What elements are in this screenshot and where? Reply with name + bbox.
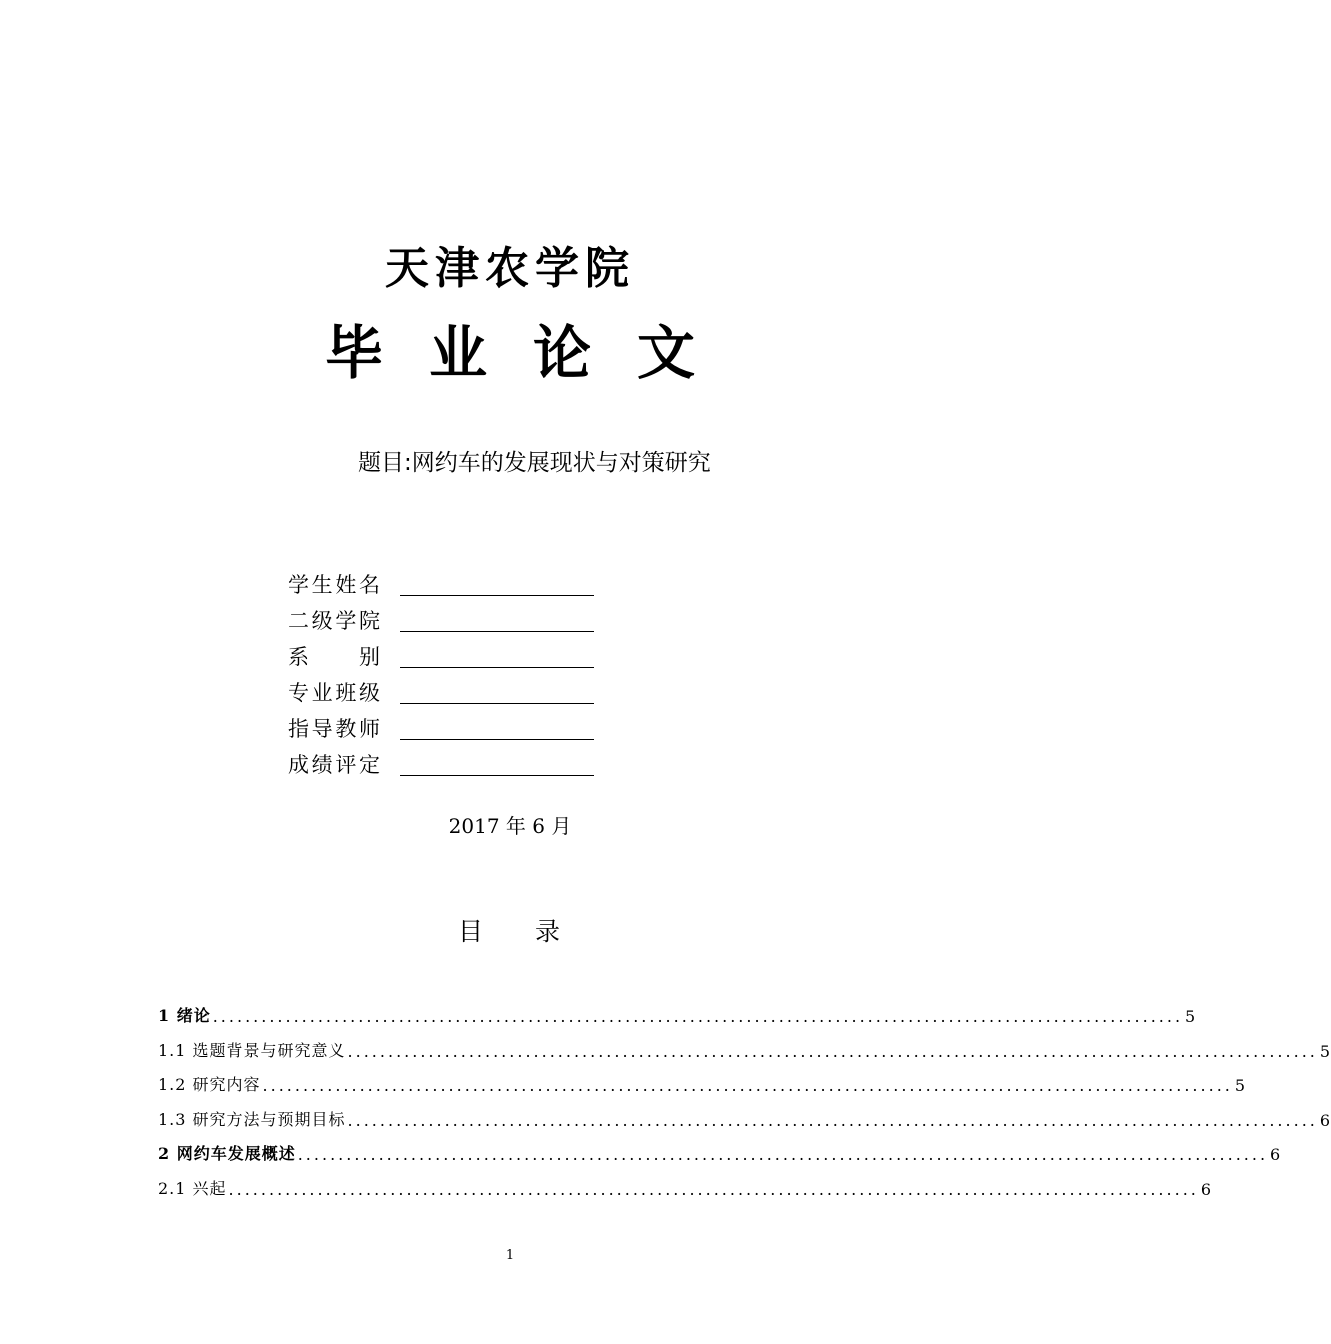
thesis-char: 文 — [637, 319, 696, 387]
field-blank-line[interactable] — [400, 573, 594, 596]
thesis-char: 论 — [533, 319, 592, 387]
cover-fields — [288, 566, 594, 782]
field-label: 学生姓名 — [288, 573, 380, 597]
field-label: 指导教师 — [288, 717, 380, 741]
cover-date: 2017 年 6 月 — [448, 814, 572, 838]
toc-entry[interactable] — [158, 1169, 1213, 1199]
thesis-char: 业 — [428, 319, 487, 387]
school-name: 天津农学院 — [385, 243, 635, 294]
toc-title-char: 目 — [458, 917, 484, 946]
field-blank-line[interactable] — [400, 753, 594, 776]
toc-leader-dots: ........................................................................................................................ — [228, 1180, 1199, 1199]
toc-entry-label: 1 绪论 — [158, 1006, 211, 1025]
field-row — [288, 674, 594, 710]
toc-entry-page: 6 — [1200, 1180, 1213, 1199]
toc-entry[interactable] — [158, 1134, 1282, 1164]
field-label: 系别 — [288, 645, 380, 669]
toc-title — [458, 912, 560, 948]
toc-leader-dots: ........................................................................................................................ — [347, 1042, 1318, 1061]
field-label: 成绩评定 — [288, 753, 380, 777]
toc-entry-label: 1.2 研究内容 — [158, 1075, 261, 1094]
field-row — [288, 746, 594, 782]
toc-entry[interactable] — [158, 1065, 1247, 1095]
toc-entry-page: 5 — [1319, 1042, 1331, 1061]
toc-entry[interactable] — [158, 996, 1197, 1026]
field-blank-line[interactable] — [400, 681, 594, 704]
field-row — [288, 710, 594, 746]
toc-entry-page: 6 — [1319, 1111, 1331, 1130]
toc-leader-dots: ........................................................................................................................ — [347, 1111, 1318, 1130]
field-blank-line[interactable] — [400, 645, 594, 668]
toc-entry-label: 2.1 兴起 — [158, 1179, 227, 1198]
toc-leader-dots: ........................................................................................................................ — [262, 1076, 1233, 1095]
toc-entry[interactable] — [158, 1031, 1331, 1061]
toc-entry-page: 5 — [1234, 1076, 1247, 1095]
thesis-topic: 题目:网约车的发展现状与对策研究 — [358, 450, 711, 476]
field-blank-line[interactable] — [400, 717, 594, 740]
page-number: 1 — [505, 1248, 515, 1263]
toc-entry-page: 5 — [1185, 1007, 1197, 1026]
field-row — [288, 638, 594, 674]
toc-entry[interactable] — [158, 1100, 1331, 1130]
toc-entry-page: 6 — [1270, 1145, 1282, 1164]
toc-leader-dots: ........................................................................................................................ — [297, 1145, 1269, 1164]
toc-title-char: 录 — [535, 917, 561, 946]
field-blank-line[interactable] — [400, 609, 594, 632]
field-label: 二级学院 — [288, 609, 380, 633]
toc-entry-label: 2 网约车发展概述 — [158, 1144, 296, 1163]
field-row — [288, 602, 594, 638]
field-label: 专业班级 — [288, 681, 380, 705]
toc-leader-dots: ........................................................................................................................ — [212, 1007, 1184, 1026]
field-row — [288, 566, 594, 602]
thesis-heading — [0, 306, 1020, 390]
thesis-char: 毕 — [324, 319, 383, 387]
toc-entry-label: 1.3 研究方法与预期目标 — [158, 1110, 346, 1129]
toc-entry-label: 1.1 选题背景与研究意义 — [158, 1041, 346, 1060]
